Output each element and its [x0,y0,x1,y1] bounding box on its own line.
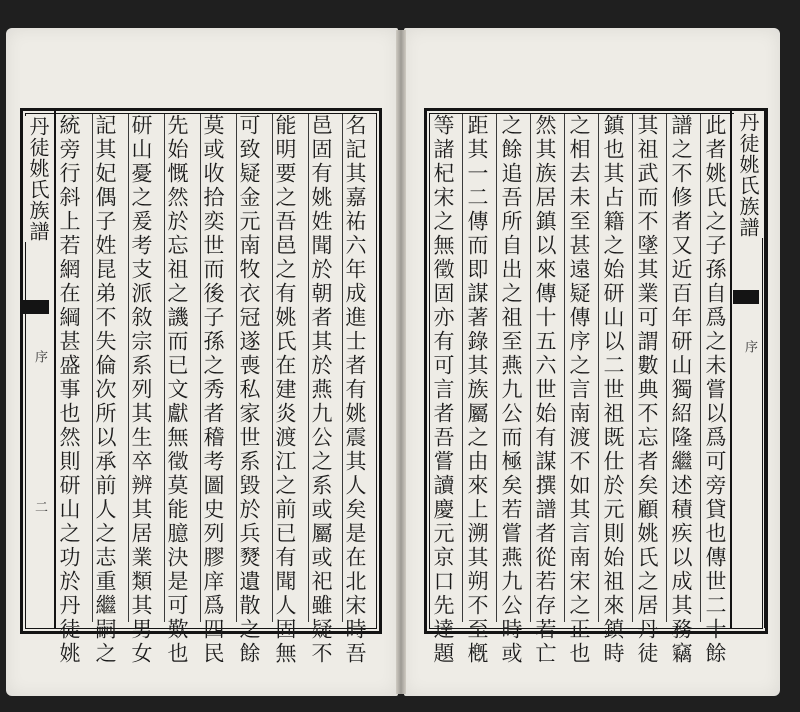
fishtail-mark [23,300,49,314]
right-text-column-5: 之相去未至甚遠疑傳序之言南渡不如其言南宋之正也 [567,114,591,666]
right-margin-title: 丹徒姚氏族譜 [734,112,763,238]
left-text-column-4: 可致疑金元南牧衣冠遂喪私家世系毀於兵燹遺散之餘 [237,114,261,666]
left-text-column-5: 莫或收拾奕世而後子孫之秀者稽考圖史列膠庠爲四民 [201,114,225,666]
left-margin-title: 丹徒姚氏族譜 [24,116,53,242]
right-text-column-6: 然其族居鎮以來傳十五六世始有謀撰譜者從若存若亡 [533,114,557,666]
left-text-column-6: 先始慨然於忘祖之譏而已文獻無徵莫能臆決是可歎也 [165,114,189,666]
left-text-column-1: 名記其嘉祐六年成進士者有姚震其人矣是在北宋時吾 [343,114,367,666]
right-margin-section: 序 [742,340,757,353]
right-text-column-1: 此者姚氏之子孫自爲之未嘗以爲可旁貸也傳世二十餘 [703,114,727,666]
left-text-column-7: 研山憂之爰考支派敘宗系列其生卒辨其居業類其男女 [129,114,153,666]
right-text-column-2: 譜之不修者又近百年研山獨紹隆繼述積疾以成其務竊 [669,114,693,666]
left-margin-folio: 二 [32,500,47,513]
right-text-column-4: 鎮也其占籍之始研山以二世祖既仕於元則始祖來鎮時 [601,114,625,666]
left-margin-section: 序 [32,350,47,363]
right-text-column-7: 之餘追吾所自出之祖至燕九公而極矣若嘗燕九公時或 [499,114,523,666]
left-text-column-8: 記其妃偶子姓昆弟不失倫次所以承前人之志重繼嗣之 [93,114,117,666]
fishtail-mark [733,290,759,304]
left-text-column-9: 統旁行斜上若網在綱甚盛事也然則研山之功於丹徒姚 [57,114,81,666]
book-gutter [396,30,406,694]
left-text-column-2: 邑固有姚姓聞於朝者其於燕九公之系或屬或祀雖疑不 [309,114,333,666]
right-text-column-8: 距其一二傳而即謀著錄其族屬之由來上溯其朔不至槪 [465,114,489,666]
left-text-column-3: 能明要之吾邑之有姚氏在建炎渡江之前已有聞人固無 [273,114,297,666]
right-text-column-3: 其祖武而不墜其業可謂數典不忘者矣顧姚氏之居丹徒 [635,114,659,666]
right-text-column-9: 等諸杞宋之無徵固亦有可言者吾嘗讀慶元京口先達題 [431,114,455,666]
